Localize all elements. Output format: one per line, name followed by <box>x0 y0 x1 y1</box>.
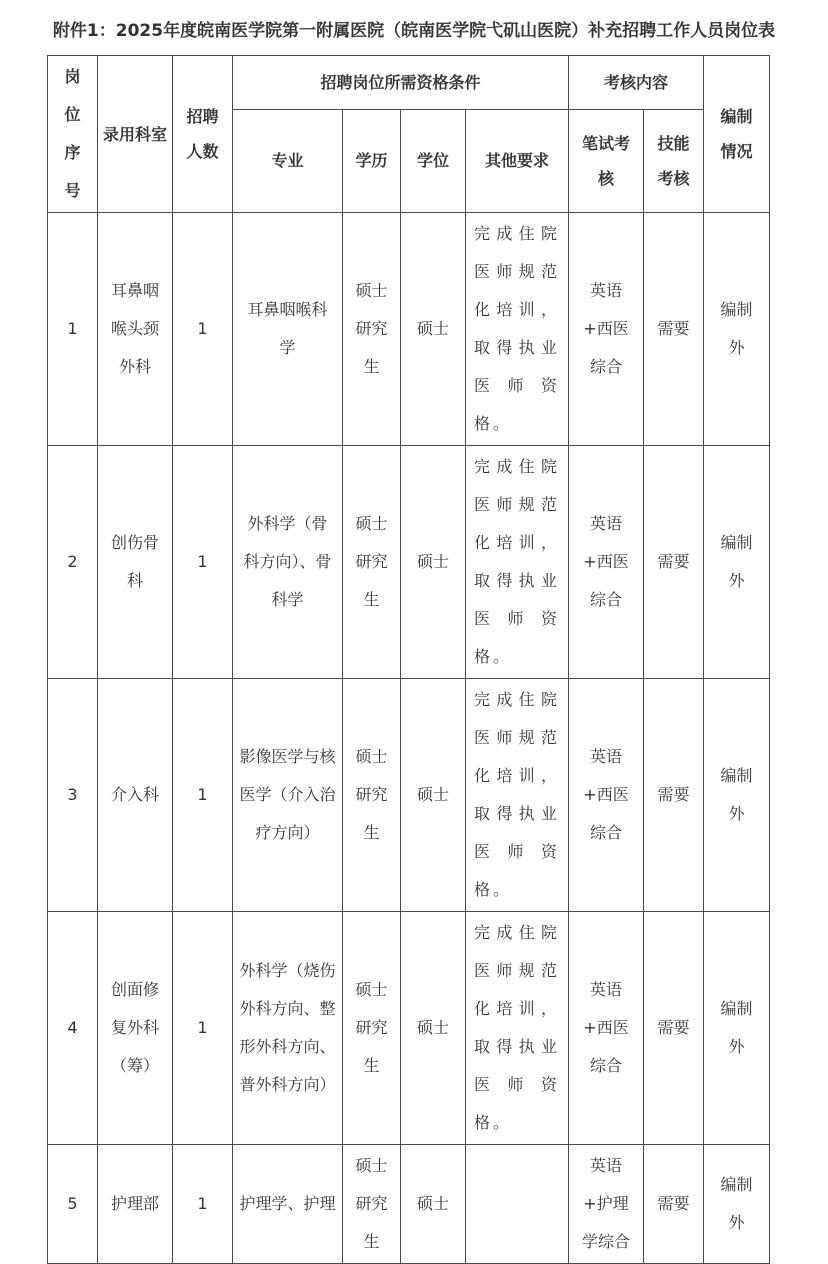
cell-skill: 需要 <box>644 912 704 1145</box>
cell-count: 1 <box>173 213 233 446</box>
cell-written: 英语+西医综合 <box>569 446 644 679</box>
table-row <box>48 213 770 446</box>
cell-count: 1 <box>173 912 233 1145</box>
cell-count: 1 <box>173 1145 233 1264</box>
cell-seq: 3 <box>48 679 98 912</box>
cell-major: 外科学（骨科方向）、骨科学 <box>233 446 343 679</box>
cell-education: 硕士研究生 <box>343 912 401 1145</box>
cell-written: 英语+西医综合 <box>569 213 644 446</box>
cell-skill: 需要 <box>644 446 704 679</box>
cell-staffing: 编制外 <box>704 1145 770 1264</box>
cell-degree: 硕士 <box>401 1145 466 1264</box>
cell-major: 影像医学与核医学（介入治疗方向） <box>233 679 343 912</box>
cell-dept: 介入科 <box>98 679 173 912</box>
cell-degree: 硕士 <box>401 446 466 679</box>
header-major: 专业 <box>233 109 343 212</box>
cell-major: 护理学、护理 <box>233 1145 343 1264</box>
header-written: 笔试考核 <box>569 109 644 212</box>
cell-other: 完成住院医师规范化培训，取得执业医师资格。 <box>466 679 569 912</box>
cell-seq: 2 <box>48 446 98 679</box>
cell-education: 硕士研究生 <box>343 679 401 912</box>
header-education: 学历 <box>343 109 401 212</box>
cell-count: 1 <box>173 679 233 912</box>
cell-education: 硕士研究生 <box>343 213 401 446</box>
header-skill: 技能考核 <box>644 109 704 212</box>
cell-major: 耳鼻咽喉科学 <box>233 213 343 446</box>
table-row <box>48 912 770 1145</box>
cell-seq: 4 <box>48 912 98 1145</box>
cell-other: 完成住院医师规范化培训，取得执业医师资格。 <box>466 446 569 679</box>
header-count: 招聘人数 <box>173 56 233 213</box>
document-title: 附件1：2025年度皖南医学院第一附属医院（皖南医学院弋矶山医院）补充招聘工作人员岗位表 <box>52 21 776 41</box>
cell-education: 硕士研究生 <box>343 1145 401 1264</box>
header-other: 其他要求 <box>466 109 569 212</box>
cell-education: 硕士研究生 <box>343 446 401 679</box>
cell-other: 完成住院医师规范化培训，取得执业医师资格。 <box>466 213 569 446</box>
cell-seq: 1 <box>48 213 98 446</box>
cell-skill: 需要 <box>644 213 704 446</box>
cell-staffing: 编制外 <box>704 912 770 1145</box>
cell-dept: 护理部 <box>98 1145 173 1264</box>
cell-degree: 硕士 <box>401 213 466 446</box>
cell-other: 完成住院医师规范化培训，取得执业医师资格。 <box>466 912 569 1145</box>
cell-dept: 创伤骨科 <box>98 446 173 679</box>
position-table <box>47 55 770 1264</box>
header-row-1 <box>48 56 770 110</box>
cell-written: 英语+西医综合 <box>569 679 644 912</box>
table-row <box>48 1145 770 1264</box>
header-staffing: 编制情况 <box>704 56 770 213</box>
header-seq: 岗位序号 <box>48 56 98 213</box>
cell-dept: 耳鼻咽喉头颈外科 <box>98 213 173 446</box>
cell-staffing: 编制外 <box>704 679 770 912</box>
header-exam-content: 考核内容 <box>569 56 704 110</box>
cell-major: 外科学（烧伤外科方向、整形外科方向、普外科方向） <box>233 912 343 1145</box>
table-row <box>48 446 770 679</box>
cell-dept: 创面修复外科（筹） <box>98 912 173 1145</box>
header-dept: 录用科室 <box>98 56 173 213</box>
header-qualifications: 招聘岗位所需资格条件 <box>233 56 569 110</box>
cell-staffing: 编制外 <box>704 213 770 446</box>
cell-count: 1 <box>173 446 233 679</box>
cell-other <box>466 1145 569 1264</box>
cell-skill: 需要 <box>644 679 704 912</box>
cell-degree: 硕士 <box>401 912 466 1145</box>
cell-written: 英语+护理学综合 <box>569 1145 644 1264</box>
header-degree: 学位 <box>401 109 466 212</box>
cell-degree: 硕士 <box>401 679 466 912</box>
cell-seq: 5 <box>48 1145 98 1264</box>
cell-skill: 需要 <box>644 1145 704 1264</box>
table-row <box>48 679 770 912</box>
cell-staffing: 编制外 <box>704 446 770 679</box>
cell-written: 英语+西医综合 <box>569 912 644 1145</box>
